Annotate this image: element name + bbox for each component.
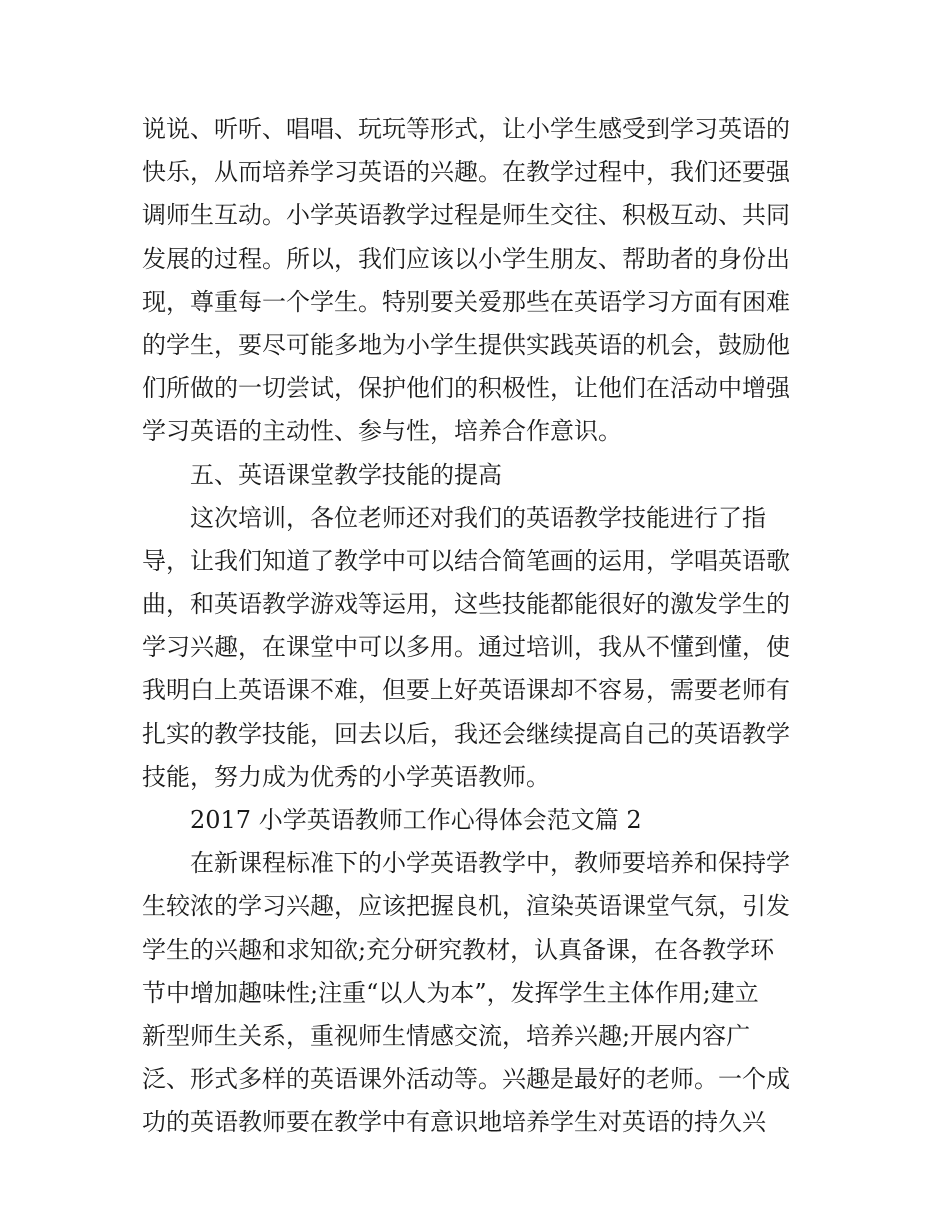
text-line: 五、英语课堂教学技能的提高 — [190, 460, 502, 489]
text-line: 快乐，从而培养学习英语的兴趣。在教学过程中，我们还要强 — [142, 158, 790, 187]
text-line: 新型师生关系，重视师生情感交流，培养兴趣;开展内容广 — [142, 1021, 751, 1050]
text-line: 扎实的教学技能，回去以后，我还会继续提高自己的英语教学 — [142, 719, 790, 748]
text-line: 导，让我们知道了教学中可以结合简笔画的运用，学唱英语歌 — [142, 546, 790, 575]
text-line: 这次培训，各位老师还对我们的英语教学技能进行了指 — [190, 503, 766, 532]
text-line: 发展的过程。所以，我们应该以小学生朋友、帮助者的身份出 — [142, 244, 790, 273]
text-line: 学习英语的主动性、参与性，培养合作意识。 — [142, 417, 622, 446]
text-line: 生较浓的学习兴趣，应该把握良机，渲染英语课堂气氛，引发 — [142, 892, 790, 921]
text-line: 学习兴趣，在课堂中可以多用。通过培训，我从不懂到懂，使 — [142, 633, 790, 662]
text-line: 曲，和英语教学游戏等运用，这些技能都能很好的激发学生的 — [142, 590, 790, 619]
text-line: 功的英语教师要在教学中有意识地培养学生对英语的持久兴 — [142, 1108, 766, 1137]
text-line: 现，尊重每一个学生。特别要关爱那些在英语学习方面有困难 — [142, 287, 790, 316]
text-line: 的学生，要尽可能多地为小学生提供实践英语的机会，鼓励他 — [142, 330, 790, 359]
text-line: 节中增加趣味性;注重“以人为本”，发挥学生主体作用;建立 — [142, 978, 759, 1007]
document-body — [142, 108, 816, 1145]
text-line: 泛、形式多样的英语课外活动等。兴趣是最好的老师。一个成 — [142, 1065, 790, 1094]
text-line: 学生的兴趣和求知欲;充分研究教材，认真备课，在各教学环 — [142, 935, 775, 964]
text-line: 我明白上英语课不难，但要上好英语课却不容易，需要老师有 — [142, 676, 790, 705]
text-line: 在新课程标准下的小学英语教学中，教师要培养和保持学 — [190, 849, 790, 878]
text-line: 2017 小学英语教师工作心得体会范文篇 2 — [190, 806, 642, 834]
text-line: 说说、听听、唱唱、玩玩等形式，让小学生感受到学习英语的 — [142, 115, 790, 143]
text-line: 技能，努力成为优秀的小学英语教师。 — [142, 762, 550, 791]
text-line: 们所做的一切尝试，保护他们的积极性，让他们在活动中增强 — [142, 374, 790, 403]
text-line: 调师生互动。小学英语教学过程是师生交往、积极互动、共同 — [142, 201, 790, 230]
